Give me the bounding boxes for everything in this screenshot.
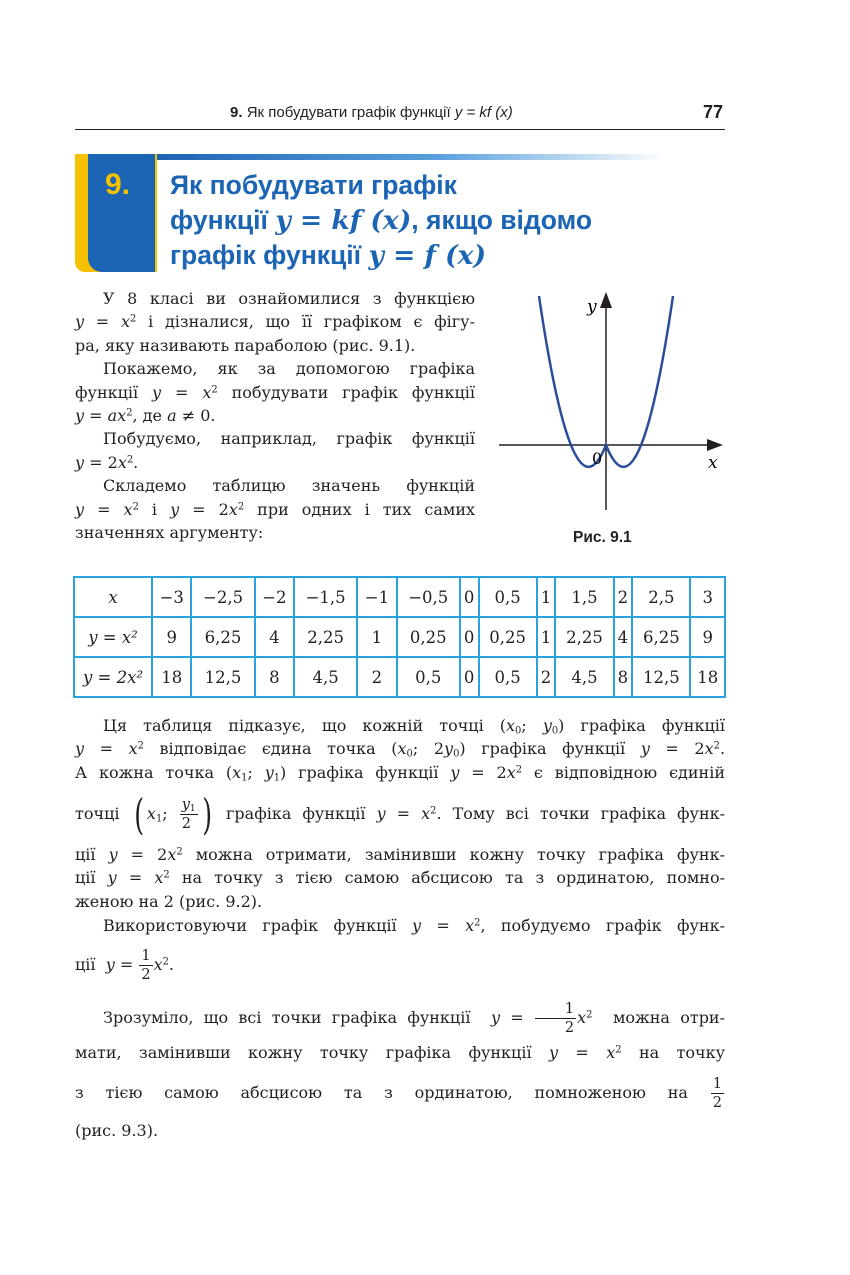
table-cell: 1 [357,617,396,657]
table-row-x [74,577,725,617]
explanation-line-with-fraction: точці ( $x_1$; $\frac{y_1}{2}$ ) графіка функції $y = x^2$. Тому всі точки графіка функ- [75,789,726,839]
table-header-x: x [74,577,152,617]
table-cell: 8 [255,657,294,697]
table-cell: −1 [357,577,396,617]
table-cell: 1 [537,577,556,617]
section-number: 9. [105,168,131,201]
table-cell: 8 [614,657,633,697]
section-title [170,168,592,273]
table-cell: 4,5 [294,657,357,697]
figure-caption: Рис. 9.1 [573,529,632,546]
header-rule [75,129,725,130]
table-cell: 0,5 [479,577,537,617]
table-cell: 0,5 [397,657,460,697]
title-line-1: Як побудувати графік [170,170,457,200]
table-header-y-2x2: y = 2x² [74,657,152,697]
figure-reference: (рис. 9.3). [75,1121,159,1140]
table-cell: 2 [357,657,396,697]
table-cell: −3 [152,577,191,617]
fraction-y1-over-2: $\frac{y_1}{2}$ [181,797,196,832]
table-cell: 0,25 [397,617,460,657]
title-line-2: функції y = kf (x), якщо відомо [170,205,593,236]
table-cell: 0 [460,617,479,657]
intro-text: У 8 класі ви ознайомилися з функцією $y = x^2$ і дізналися, що її графіком є фігу- ра, яку називають параболою (рис. 9.1). Покажемо, як за допомогою графіка функції $y = x^2$ побудувати графік функції $y = ax^2$, де a ≠ 0. Побудуємо, наприклад, графік функції $y = 2x^2$. Складемо таблицю значень функцій $y = x^2$ і $y = 2x^2$ при одних і тих самих значеннях аргументу: [75,289,476,543]
paragraph-4: Складемо таблицю значень функцій [103,476,475,496]
table-cell: 0 [460,657,479,697]
table-cell: 3 [690,577,725,617]
table-cell: 2,25 [555,617,613,657]
y-axis-arrow [600,292,612,308]
table-cell: 4 [614,617,633,657]
running-header-number: 9. [230,104,243,121]
fraction-one-half-3: $\frac{1}{2}$ [712,1076,722,1111]
table-cell: 9 [690,617,725,657]
half-function-line: ції y = $\frac{1}{2}$ $x^2$. [75,948,174,983]
paragraph-1: У 8 класі ви ознайомилися з функцією [103,289,475,308]
x-axis-arrow [707,439,723,451]
figure-9-1-parabola [495,288,730,513]
paragraph-3: Побудуємо, наприклад, графік функції [103,429,475,449]
explanation-continued: ції $y = 2x^2$ можна отримати, замінивши кожну точку графіка функ- ції $y = x^2$ на точку з тією самою абсцисою та з ординатою, помно- женою на 2 (рис. 9.2). Використовуючи графік функції $y = x^2$, побудуємо графік функ- [75,845,726,936]
x-axis-label: x [708,453,718,473]
table-cell: 6,25 [191,617,254,657]
table-row-y-2x2 [74,657,725,697]
table-cell: 18 [152,657,191,697]
y-axis-label: y [587,297,597,317]
table-cell: 0,25 [479,617,537,657]
running-header-text: Як побудувати графік функції [246,104,451,121]
conclusion-text: Зрозуміло, що всі точки графіка функції y = $\frac{1}{2}$ $x^2$ можна отри- мати, замінивши кожну точку графіка функції $y = x^2$ на точку з тією самою абсцисою та з ординатою, помноженою на $\frac{1}{2}$ (рис. 9.3). [75,992,725,1144]
table-cell: 9 [152,617,191,657]
table-row-y-x2 [74,617,725,657]
table-cell: −2,5 [191,577,254,617]
running-header [230,104,513,121]
table-cell: 2 [614,577,633,617]
table-cell: 12,5 [191,657,254,697]
title-gradient-bar [157,154,667,160]
origin-label: 0 [592,449,603,468]
table-cell: 12,5 [632,657,690,697]
table-cell: 18 [690,657,725,697]
table-cell: 2,25 [294,617,357,657]
fraction-one-half: $\frac{1}{2}$ [141,948,151,983]
title-line-3: графік функції y = f (x) [170,240,487,271]
explanation-text: Ця таблиця підказує, що кожній точці ($x_0$; $y_0$) графіка функції $y = x^2$ відповідає єдина точка ($x_0$; $2y_0$) графіка функції $y = 2x^2$. А кожна точка ($x_1$; $y_1$) графіка функції $y = 2x^2$ є відповідною єдиній [75,716,726,784]
table-cell: 4 [255,617,294,657]
fraction-one-half-2: $\frac{1}{2}$ [535,1000,576,1037]
table-cell: 1,5 [555,577,613,617]
page-number: 77 [703,102,724,122]
table-header-y-x2: y = x² [74,617,152,657]
running-header-formula: y = kf (x) [454,104,513,121]
table-cell: 2 [537,657,556,697]
table-cell: −0,5 [397,577,460,617]
table-cell: 0,5 [479,657,537,697]
table-cell: 6,25 [632,617,690,657]
paragraph-2: Покажемо, як за допомогою графіка [103,359,475,379]
table-cell: 2,5 [632,577,690,617]
table-cell: 4,5 [555,657,613,697]
values-table [73,576,726,698]
table-cell: −2 [255,577,294,617]
table-cell: −1,5 [294,577,357,617]
table-cell: 1 [537,617,556,657]
table-cell: 0 [460,577,479,617]
